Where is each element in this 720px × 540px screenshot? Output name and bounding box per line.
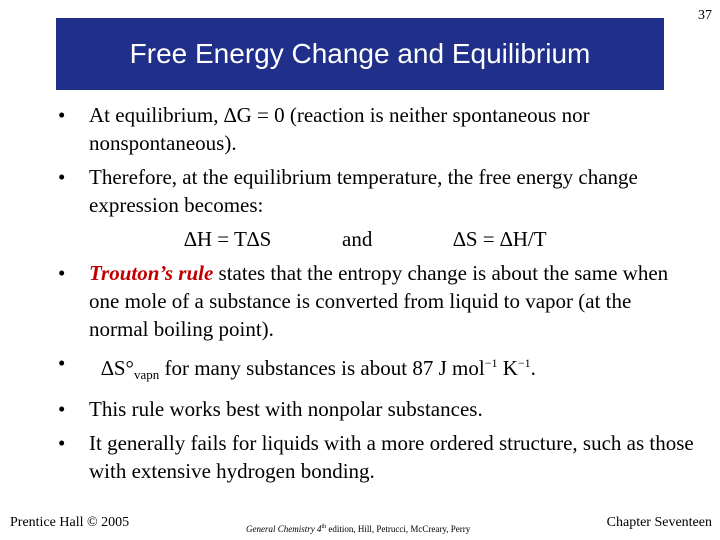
equation-entropy: ∆S = ∆H/T bbox=[453, 227, 547, 251]
footer-chapter: Chapter Seventeen bbox=[606, 515, 712, 530]
bullet-dot: • bbox=[58, 261, 66, 285]
bullet-equilibrium: • At equilibrium, ∆G = 0 (reaction is neither spontaneous nor nonspontaneous). bbox=[58, 103, 590, 155]
footer-publisher: Prentice Hall © 2005 bbox=[10, 515, 130, 530]
title-bar bbox=[56, 18, 664, 90]
bullet-troutons-rule: • Trouton’s rule states that the entropy change is about the same when one mole of a substance is converted from liquid to vapor (at the normal boiling point). bbox=[58, 261, 669, 341]
bullet-entropy-value: • $\Delta S^\circ_{vapn}$ for many substances is about 87 J mol$^{-1}$ $K^{-1}$. bbox=[58, 351, 536, 382]
troutons-rule-term: Trouton’s rule bbox=[89, 261, 214, 285]
bullet-dot: • bbox=[58, 351, 66, 375]
bullet-dot: • bbox=[58, 103, 66, 127]
slide-title: Free Energy Change and Equilibrium bbox=[129, 38, 591, 69]
bullet-hydrogen-bonding: • It generally fails for liquids with a more ordered structure, such as those with extensive hydrogen bonding. bbox=[58, 431, 694, 483]
bullet-therefore: • Therefore, at the equilibrium temperature, the free energy change expression becomes: bbox=[58, 165, 638, 217]
equation-and: and bbox=[342, 227, 373, 251]
slide-body bbox=[56, 101, 696, 491]
bullet-dot: • bbox=[58, 165, 66, 189]
bullet-nonpolar: • This rule works best with nonpolar substances. bbox=[58, 397, 483, 421]
footer-book-citation: General Chemistry 4th edition, Hill, Petrucci, McCreary, Perry bbox=[246, 524, 471, 534]
slide-number: 37 bbox=[698, 8, 712, 23]
bullet-dot: • bbox=[58, 397, 66, 421]
equation-enthalpy: ∆H = T∆S bbox=[184, 227, 272, 251]
bullet-dot: • bbox=[58, 431, 66, 455]
equation-row bbox=[56, 225, 696, 253]
